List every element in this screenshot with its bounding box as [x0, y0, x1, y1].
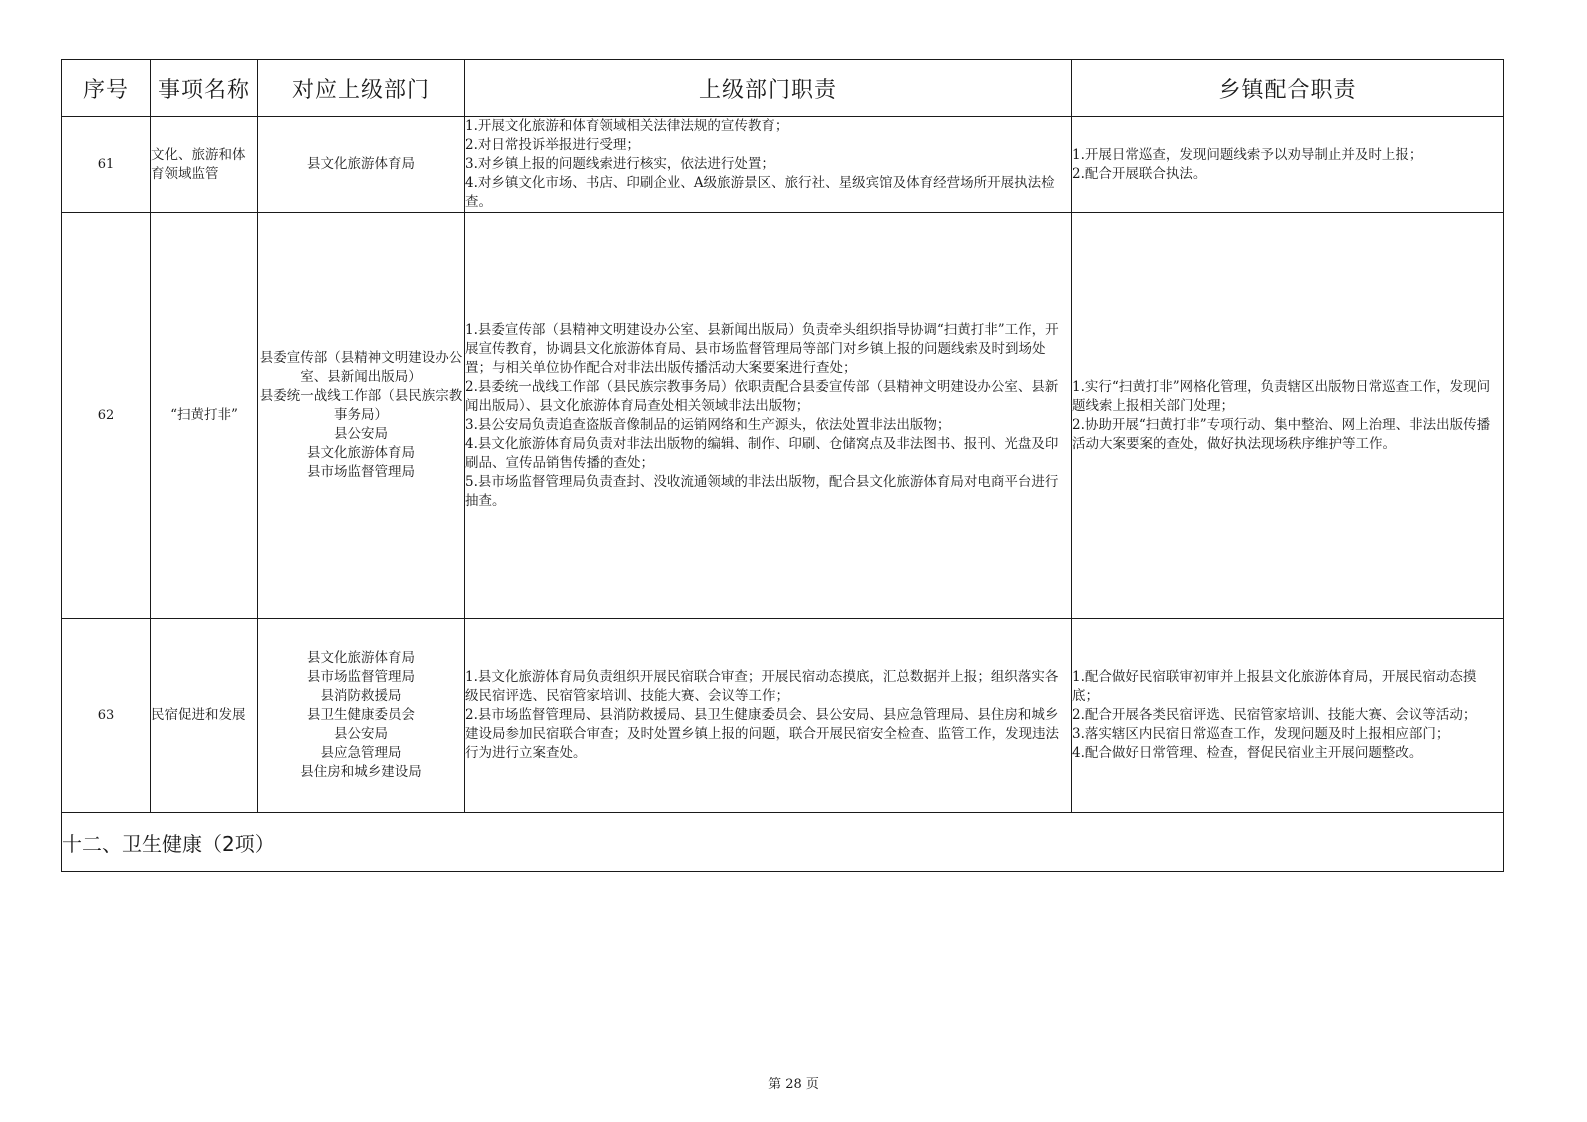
coop-line: 3.落实辖区内民宿日常巡查工作，发现问题及时上报相应部门； [1072, 726, 1450, 742]
dept-line: 县委统一战线工作部（县民族宗教事务局） [259, 388, 463, 423]
coop-line: 2.协助开展“扫黄打非”专项行动、集中整治、网上治理、非法出版传播活动大案要案的查处，做好执法现场秩序维护等工作。 [1072, 416, 1491, 452]
duty-line: 2.对日常投诉举报进行受理； [465, 137, 640, 153]
table-row [62, 213, 1504, 619]
dept-line: 县文化旅游体育局 [307, 650, 415, 666]
row-duty [465, 117, 1072, 213]
table-row [62, 619, 1504, 813]
section-row [62, 813, 1504, 872]
dept-line: 县公安局 [334, 726, 388, 742]
duty-line: 4.县文化旅游体育局负责对非法出版物的编辑、制作、印刷、仓储窝点及非法图书、报刊、光盘及印刷品、宣传品销售传播的查处； [465, 435, 1059, 471]
duty-line: 5.县市场监督管理局负责查封、没收流通领域的非法出版物，配合县文化旅游体育局对电商平台进行抽查。 [465, 473, 1059, 509]
row-dept [258, 117, 465, 213]
row-dept [258, 213, 465, 619]
duty-line: 4.对乡镇文化市场、书店、印刷企业、A级旅游景区、旅行社、星级宾馆及体育经营场所开展执法检查。 [465, 175, 1055, 210]
duty-line: 1.县委宣传部（县精神文明建设办公室、县新闻出版局）负责牵头组织指导协调“扫黄打非”工作，开展宣传教育，协调县文化旅游体育局、县市场监督管理局等部门对乡镇上报的问题线索及时到场处置；与相关单位协作配合对非法出版传播活动大案要案进行查处； [465, 321, 1059, 376]
dept-line: 县应急管理局 [320, 745, 402, 761]
row-name: 民宿促进和发展 [151, 619, 258, 813]
dept-line: 县市场监督管理局 [307, 669, 415, 685]
page-number: 第 28 页 [768, 1077, 819, 1092]
duty-line: 2.县市场监督管理局、县消防救援局、县卫生健康委员会、县公安局、县应急管理局、县住房和城乡建设局参加民宿联合审查；及时处置乡镇上报的问题，联合开展民宿安全检查、监管工作，发现违法行为进行立案查处。 [465, 707, 1059, 761]
row-coop [1072, 117, 1504, 213]
dept-line: 县文化旅游体育局 [307, 156, 415, 172]
coop-line: 2.配合开展各类民宿评选、民宿管家培训、技能大赛、会议等活动； [1072, 707, 1477, 723]
header-dept: 对应上级部门 [258, 60, 465, 117]
row-seq: 62 [62, 213, 151, 619]
row-dept [258, 619, 465, 813]
table-row [62, 117, 1504, 213]
coop-line: 1.开展日常巡查，发现问题线索予以劝导制止并及时上报； [1072, 146, 1423, 163]
header-name: 事项名称 [151, 60, 258, 117]
dept-line: 县住房和城乡建设局 [300, 764, 422, 780]
duty-line: 2.县委统一战线工作部（县民族宗教事务局）依职责配合县委宣传部（县精神文明建设办公室、县新闻出版局）、县文化旅游体育局查处相关领域非法出版物； [465, 378, 1059, 414]
header-duty: 上级部门职责 [465, 60, 1072, 117]
header-seq: 序号 [62, 60, 151, 117]
row-seq: 61 [62, 117, 151, 213]
dept-line: 县消防救援局 [320, 688, 402, 704]
duty-line: 3.对乡镇上报的问题线索进行核实，依法进行处置； [465, 156, 775, 172]
section-heading: 十二、卫生健康（2项） [62, 813, 1504, 872]
dept-line: 县市场监督管理局 [307, 464, 415, 480]
row-coop [1072, 213, 1504, 619]
coop-line: 2.配合开展联合执法。 [1072, 165, 1207, 182]
dept-line: 县公安局 [334, 426, 388, 442]
row-seq: 63 [62, 619, 151, 813]
header-coop: 乡镇配合职责 [1072, 60, 1504, 117]
coop-line: 1.实行“扫黄打非”网格化管理，负责辖区出版物日常巡查工作，发现问题线索上报相关部门处理； [1072, 378, 1491, 414]
responsibility-table [61, 59, 1504, 872]
row-duty [465, 619, 1072, 813]
dept-line: 县文化旅游体育局 [307, 445, 415, 461]
coop-line: 4.配合做好日常管理、检查，督促民宿业主开展问题整改。 [1072, 745, 1423, 761]
row-name: “扫黄打非” [151, 213, 258, 619]
duty-line: 1.开展文化旅游和体育领域相关法律法规的宣传教育； [465, 118, 789, 134]
coop-line: 1.配合做好民宿联审初审并上报县文化旅游体育局，开展民宿动态摸底； [1072, 669, 1477, 704]
row-coop [1072, 619, 1504, 813]
row-name: 文化、旅游和体育领域监管 [151, 117, 258, 213]
duty-line: 1.县文化旅游体育局负责组织开展民宿联合审查；开展民宿动态摸底，汇总数据并上报；组织落实各级民宿评选、民宿管家培训、技能大赛、会议等工作； [465, 669, 1059, 704]
duty-line: 3.县公安局负责追查盗版音像制品的运销网络和生产源头，依法处置非法出版物； [465, 416, 951, 433]
row-duty [465, 213, 1072, 619]
table-header-row [62, 60, 1504, 117]
dept-line: 县委宣传部（县精神文明建设办公室、县新闻出版局） [259, 350, 463, 385]
dept-line: 县卫生健康委员会 [307, 707, 415, 723]
